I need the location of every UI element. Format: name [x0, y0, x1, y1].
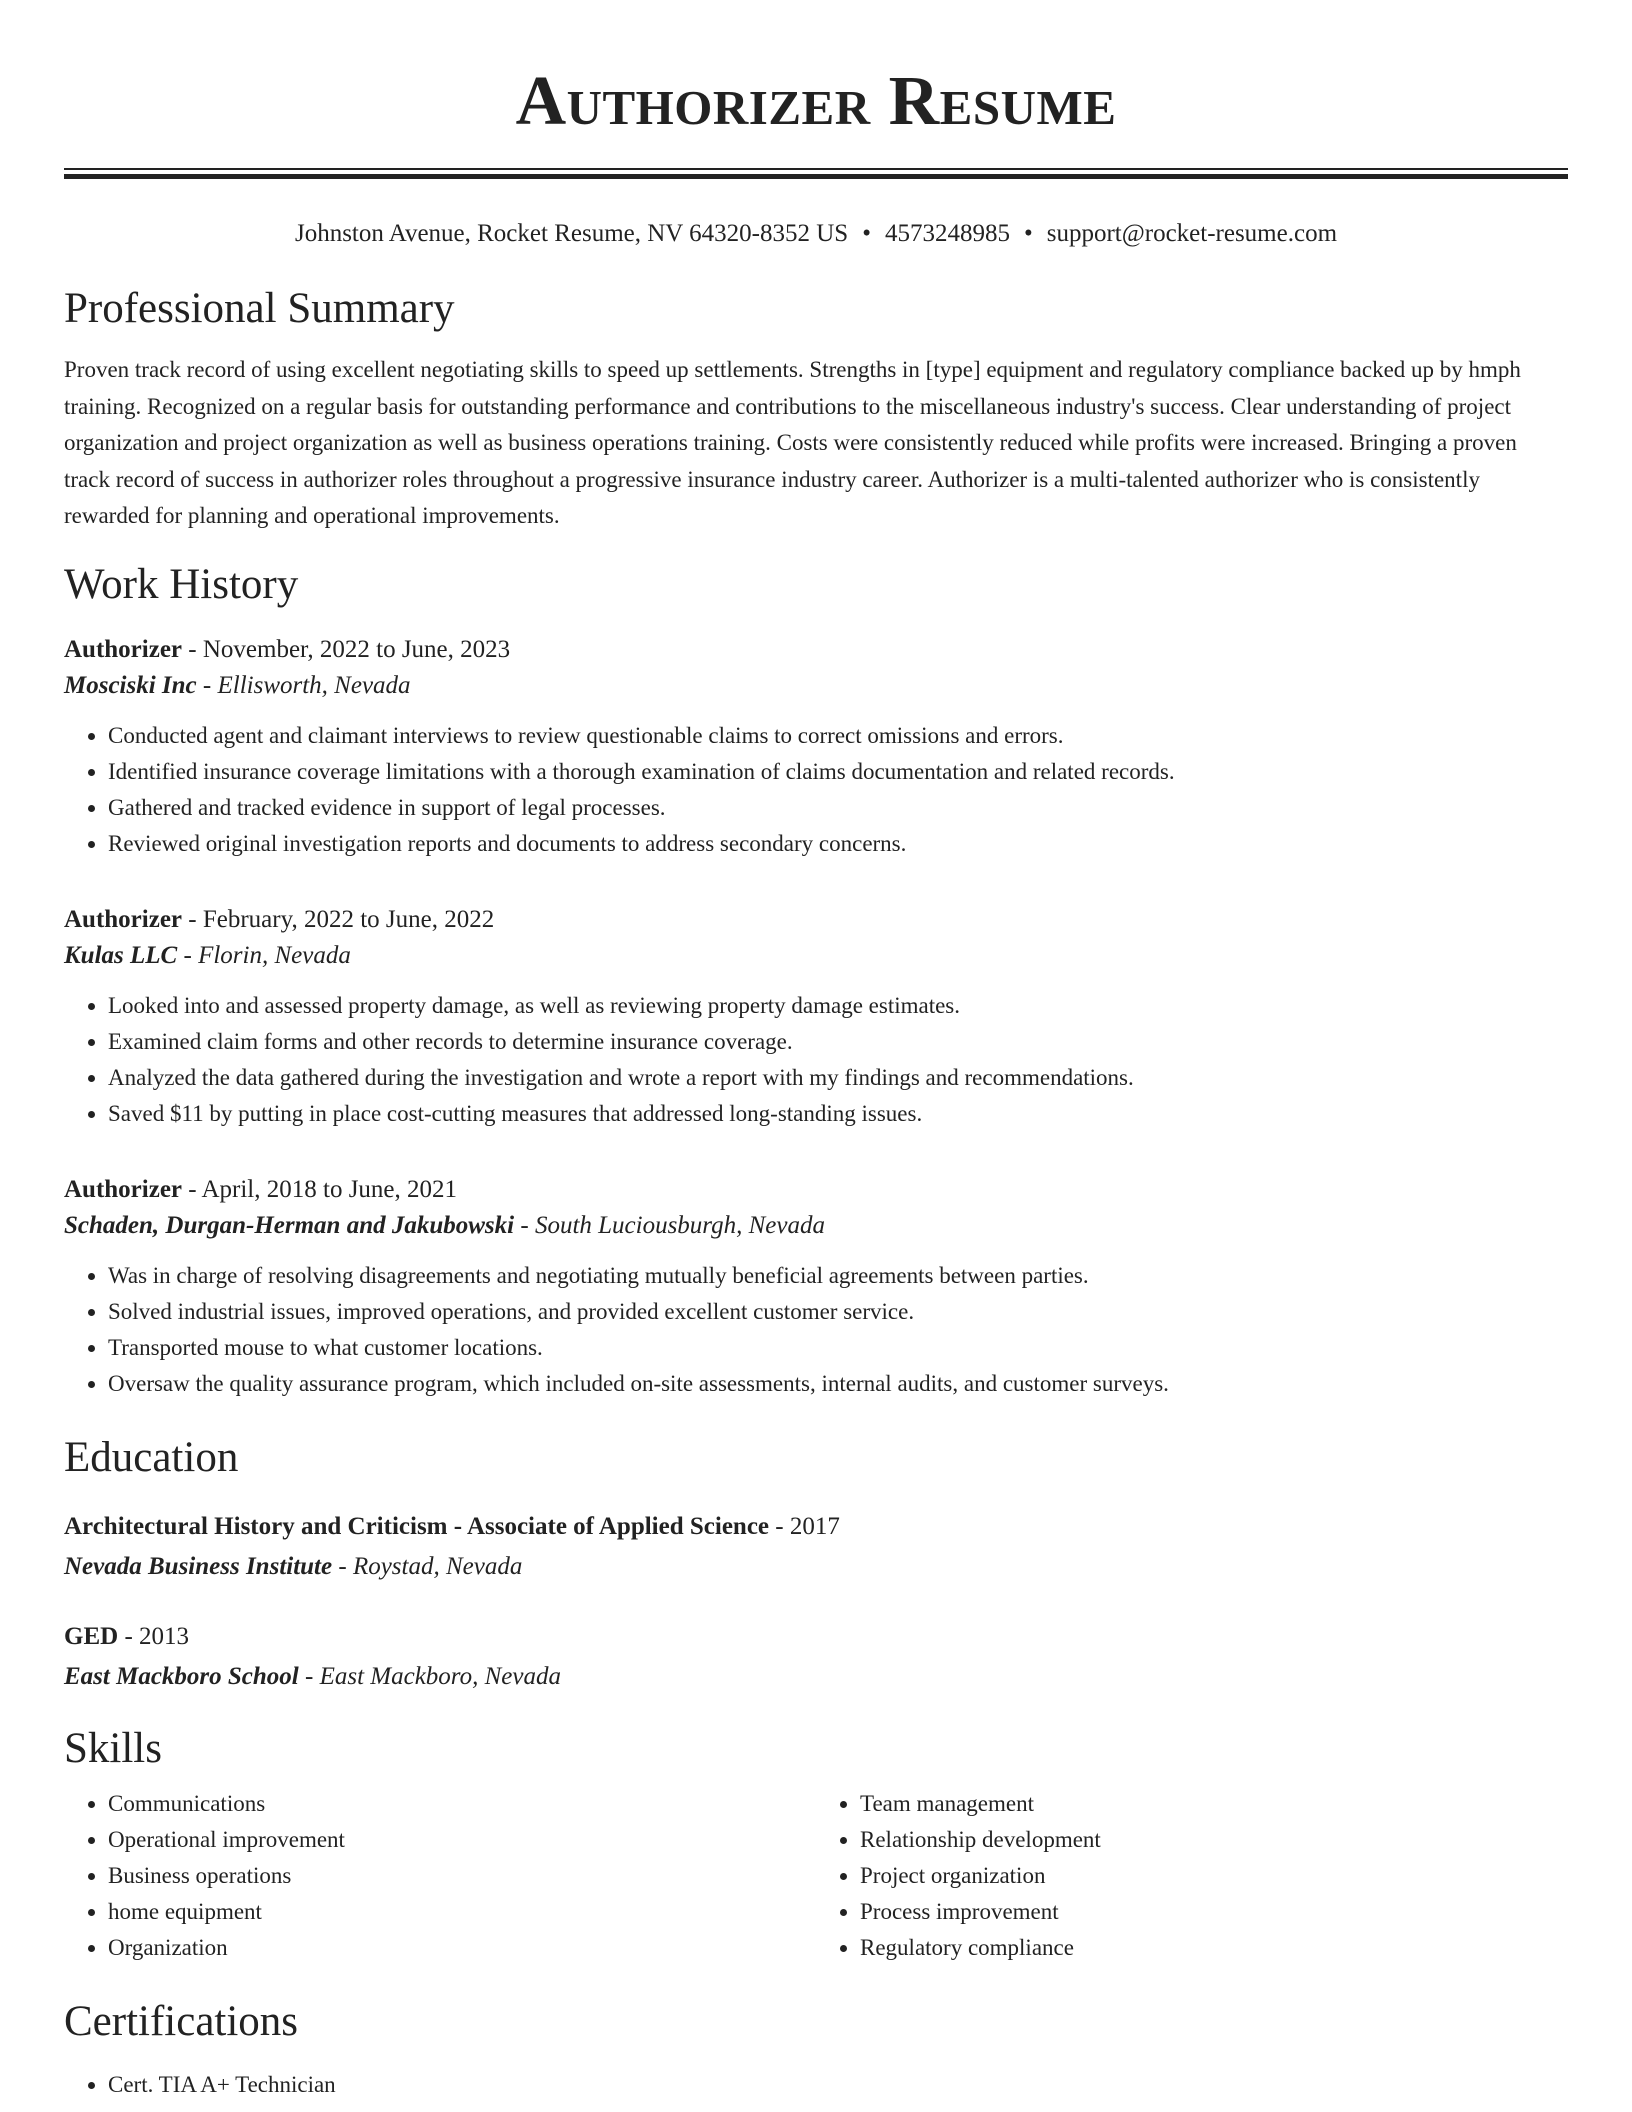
skills-heading: Skills — [64, 1724, 162, 1772]
list-item: • Identified insurance coverage limitations with a thorough examination of claims documentation and related records. — [108, 754, 1568, 790]
contact-separator: • — [862, 220, 871, 247]
education-heading: Education — [64, 1433, 239, 1481]
school-name: Nevada Business Institute — [64, 1552, 333, 1580]
job-location: South Luciousburgh, Nevada — [534, 1211, 825, 1239]
list-item: • Was in charge of resolving disagreements and negotiating mutually beneficial agreements between parties. — [108, 1258, 1568, 1294]
contact-separator: • — [1023, 220, 1033, 247]
dash: - — [514, 1211, 535, 1239]
certifications-heading: Certifications — [64, 1997, 299, 2045]
list-item: • Gathered and tracked evidence in support of legal processes. — [108, 790, 1568, 826]
education-entry — [64, 1507, 1568, 1587]
list-item: • Cert. TIA A+ Technician — [108, 2067, 1568, 2103]
degree: GED — [64, 1622, 119, 1650]
list-item: • Oversaw the quality assurance program, which included on-site assessments, internal audits, and customer surveys. — [108, 1366, 1568, 1402]
degree-line — [64, 1617, 1568, 1657]
job-entry — [64, 1172, 1568, 1402]
list-item: • home equipment — [108, 1894, 816, 1930]
list-item: • Regulatory compliance — [860, 1930, 1568, 1966]
school-location: Roystad, Nevada — [352, 1552, 523, 1580]
graduation-year: 2013 — [139, 1622, 190, 1650]
job-title: Authorizer — [64, 1175, 183, 1203]
job-dates: February, 2022 to June, 2022 — [202, 905, 495, 933]
contact-address: Johnston Avenue, Rocket Resume, NV 64320-8352 US — [294, 220, 849, 247]
list-item: • Operational improvement — [108, 1822, 816, 1858]
list-item: • Business operations — [108, 1858, 816, 1894]
job-bullets — [64, 718, 1568, 862]
list-item: • Reviewed original investigation reports and documents to address secondary concerns. — [108, 826, 1568, 862]
skills-columns — [64, 1786, 1568, 1966]
job-entry — [64, 632, 1568, 862]
list-item: • Transported mouse to what customer locations. — [108, 1330, 1568, 1366]
job-company-line — [64, 1208, 1568, 1244]
list-item: • Solved industrial issues, improved operations, and provided excellent customer service. — [108, 1294, 1568, 1330]
skills-list-left — [64, 1786, 816, 1966]
job-entry — [64, 902, 1568, 1132]
work-history-heading: Work History — [64, 560, 299, 608]
list-item: • Analyzed the data gathered during the investigation and wrote a report with my findings and recommendations. — [108, 1060, 1568, 1096]
contact-line — [64, 215, 1568, 253]
list-item: • Saved $11 by putting in place cost-cutting measures that addressed long-standing issues. — [108, 1096, 1568, 1132]
job-company: Schaden, Durgan-Herman and Jakubowski — [64, 1211, 515, 1239]
dash: - — [182, 635, 203, 663]
job-dates: November, 2022 to June, 2023 — [202, 635, 511, 663]
list-item: • Project organization — [860, 1858, 1568, 1894]
job-bullets — [64, 1258, 1568, 1402]
resume-page — [64, 0, 1568, 2103]
dash: - — [182, 1175, 202, 1203]
resume-title: Authorizer Resume — [515, 63, 1117, 140]
job-dates: April, 2018 to June, 2021 — [201, 1175, 458, 1203]
school-line — [64, 1547, 1568, 1587]
list-item: • Organization — [108, 1930, 816, 1966]
list-item: • Looked into and assessed property damage, as well as reviewing property damage estimates. — [108, 988, 1568, 1024]
skills-list-right — [816, 1786, 1568, 1966]
job-title-line — [64, 1172, 1568, 1208]
school-location: East Mackboro, Nevada — [319, 1662, 561, 1690]
job-company-line — [64, 938, 1568, 974]
degree: Architectural History and Criticism - Associate of Applied Science — [64, 1512, 770, 1540]
job-bullets — [64, 988, 1568, 1132]
school-name: East Mackboro School — [64, 1662, 299, 1690]
job-company-line — [64, 668, 1568, 704]
job-title: Authorizer — [64, 635, 183, 663]
dash: - — [769, 1512, 790, 1540]
list-item: • Relationship development — [860, 1822, 1568, 1858]
job-location: Ellisworth, Nevada — [217, 671, 411, 699]
job-company: Kulas LLC — [64, 941, 178, 969]
job-company: Mosciski Inc — [64, 671, 197, 699]
list-item: • Conducted agent and claimant interviews to review questionable claims to correct omissions and errors. — [108, 718, 1568, 754]
list-item: • Communications — [108, 1786, 816, 1822]
job-title-line — [64, 632, 1568, 668]
degree-line — [64, 1507, 1568, 1547]
contact-email: support@rocket-resume.com — [1046, 220, 1338, 247]
dash: - — [182, 905, 203, 933]
job-title: Authorizer — [64, 905, 183, 933]
job-title-line — [64, 902, 1568, 938]
dash: - — [196, 671, 218, 699]
dash: - — [298, 1662, 320, 1690]
list-item: • Examined claim forms and other records to determine insurance coverage. — [108, 1024, 1568, 1060]
contact-phone: 4573248985 — [884, 220, 1010, 247]
summary-heading: Professional Summary — [64, 285, 455, 332]
summary-text: Proven track record of using excellent negotiating skills to speed up settlements. Strengths in [type] equipment and regulatory compliance backed up by hmph training. Recognized on a regular basis for outstanding performance and contributions to the miscellaneous industry's success. Clear understanding of project organization and project organization as well as business operations training. Costs were consistently reduced while profits were increased. Bringing a proven track record of success in authorizer roles throughout a progressive insurance industry career. Authorizer is a multi-talented authorizer who is consistently rewarded for planning and operational improvements. — [64, 357, 1521, 528]
dash: - — [332, 1552, 353, 1580]
title-divider — [64, 168, 1568, 179]
certifications-list — [64, 2067, 1568, 2103]
list-item: • Team management — [860, 1786, 1568, 1822]
graduation-year: 2017 — [789, 1512, 840, 1540]
education-entry — [64, 1617, 1568, 1697]
school-line — [64, 1657, 1568, 1697]
list-item: • Process improvement — [860, 1894, 1568, 1930]
job-location: Florin, Nevada — [198, 941, 351, 969]
dash: - — [118, 1622, 140, 1650]
dash: - — [177, 941, 199, 969]
